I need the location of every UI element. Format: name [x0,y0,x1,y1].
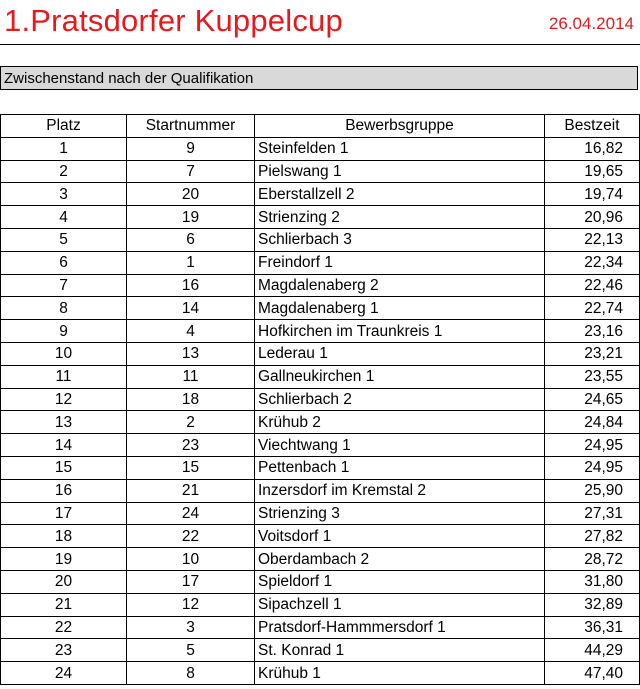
platz-cell: 5 [1,228,127,251]
bestzeit-cell: 19,74 [545,183,640,206]
bestzeit-cell: 44,29 [545,639,640,662]
table-row [1,525,640,548]
table-row [1,479,640,502]
bestzeit-cell: 23,16 [545,320,640,343]
platz-cell: 4 [1,206,127,229]
startnummer-cell: 15 [127,456,255,479]
table-row [1,228,640,251]
title-row [0,0,640,45]
bestzeit-cell: 36,31 [545,616,640,639]
table-header-row [1,115,640,138]
startnummer-cell: 23 [127,434,255,457]
table-row [1,388,640,411]
table-row [1,502,640,525]
platz-cell: 16 [1,479,127,502]
startnummer-cell: 16 [127,274,255,297]
bewerbsgruppe-cell: Magdalenaberg 2 [255,274,545,297]
platz-cell: 1 [1,137,127,160]
platz-cell: 17 [1,502,127,525]
table-row [1,639,640,662]
platz-cell: 12 [1,388,127,411]
platz-cell: 14 [1,434,127,457]
startnummer-cell: 10 [127,548,255,571]
page-title: 1.Pratsdorfer Kuppelcup [4,3,343,38]
bestzeit-cell: 27,31 [545,502,640,525]
event-date: 26.04.2014 [548,14,634,33]
bestzeit-cell: 19,65 [545,160,640,183]
bewerbsgruppe-cell: Lederau 1 [255,342,545,365]
platz-cell: 21 [1,593,127,616]
platz-cell: 23 [1,639,127,662]
platz-cell: 10 [1,342,127,365]
bestzeit-cell: 22,46 [545,274,640,297]
bestzeit-cell: 16,82 [545,137,640,160]
bestzeit-cell: 20,96 [545,206,640,229]
startnummer-cell: 12 [127,593,255,616]
platz-cell: 9 [1,320,127,343]
startnummer-cell: 24 [127,502,255,525]
bestzeit-cell: 24,95 [545,456,640,479]
bewerbsgruppe-cell: Hofkirchen im Traunkreis 1 [255,320,545,343]
table-row [1,274,640,297]
platz-cell: 22 [1,616,127,639]
table-row [1,411,640,434]
table-row [1,456,640,479]
bewerbsgruppe-cell: Magdalenaberg 1 [255,297,545,320]
bestzeit-cell: 31,80 [545,570,640,593]
bestzeit-cell: 22,13 [545,228,640,251]
bestzeit-cell: 23,21 [545,342,640,365]
table-row [1,320,640,343]
startnummer-cell: 19 [127,206,255,229]
startnummer-cell: 17 [127,570,255,593]
table-row [1,297,640,320]
startnummer-cell: 21 [127,479,255,502]
startnummer-cell: 9 [127,137,255,160]
header-startnummer: Startnummer [127,115,255,138]
startnummer-cell: 6 [127,228,255,251]
bewerbsgruppe-cell: Viechtwang 1 [255,434,545,457]
startnummer-cell: 1 [127,251,255,274]
bestzeit-cell: 23,55 [545,365,640,388]
bewerbsgruppe-cell: Voitsdorf 1 [255,525,545,548]
bewerbsgruppe-cell: Eberstallzell 2 [255,183,545,206]
table-row [1,137,640,160]
bewerbsgruppe-cell: Oberdambach 2 [255,548,545,571]
table-row [1,662,640,685]
results-table [0,114,640,685]
platz-cell: 7 [1,274,127,297]
bestzeit-cell: 25,90 [545,479,640,502]
bewerbsgruppe-cell: Schlierbach 2 [255,388,545,411]
table-row [1,206,640,229]
bewerbsgruppe-cell: Steinfelden 1 [255,137,545,160]
startnummer-cell: 11 [127,365,255,388]
startnummer-cell: 22 [127,525,255,548]
table-row [1,434,640,457]
bewerbsgruppe-cell: Strienzing 3 [255,502,545,525]
platz-cell: 18 [1,525,127,548]
header-bewerbsgruppe: Bewerbsgruppe [255,115,545,138]
bewerbsgruppe-cell: Inzersdorf im Kremstal 2 [255,479,545,502]
bestzeit-cell: 28,72 [545,548,640,571]
platz-cell: 15 [1,456,127,479]
bestzeit-cell: 22,34 [545,251,640,274]
table-row [1,365,640,388]
bewerbsgruppe-cell: Gallneukirchen 1 [255,365,545,388]
startnummer-cell: 18 [127,388,255,411]
startnummer-cell: 3 [127,616,255,639]
bestzeit-cell: 24,65 [545,388,640,411]
bestzeit-cell: 47,40 [545,662,640,685]
bestzeit-cell: 24,95 [545,434,640,457]
startnummer-cell: 20 [127,183,255,206]
results-body [1,137,640,684]
bestzeit-cell: 22,74 [545,297,640,320]
table-row [1,616,640,639]
bewerbsgruppe-cell: St. Konrad 1 [255,639,545,662]
bestzeit-cell: 27,82 [545,525,640,548]
table-row [1,570,640,593]
platz-cell: 2 [1,160,127,183]
bewerbsgruppe-cell: Pielswang 1 [255,160,545,183]
platz-cell: 8 [1,297,127,320]
startnummer-cell: 13 [127,342,255,365]
startnummer-cell: 8 [127,662,255,685]
bestzeit-cell: 32,89 [545,593,640,616]
bewerbsgruppe-cell: Freindorf 1 [255,251,545,274]
table-row [1,251,640,274]
bewerbsgruppe-cell: Strienzing 2 [255,206,545,229]
platz-cell: 19 [1,548,127,571]
startnummer-cell: 4 [127,320,255,343]
bewerbsgruppe-cell: Sipachzell 1 [255,593,545,616]
startnummer-cell: 14 [127,297,255,320]
table-row [1,548,640,571]
bewerbsgruppe-cell: Pettenbach 1 [255,456,545,479]
bestzeit-cell: 24,84 [545,411,640,434]
platz-cell: 13 [1,411,127,434]
bewerbsgruppe-cell: Schlierbach 3 [255,228,545,251]
bewerbsgruppe-cell: Krühub 2 [255,411,545,434]
bewerbsgruppe-cell: Krühub 1 [255,662,545,685]
table-row [1,183,640,206]
header-bestzeit: Bestzeit [545,115,640,138]
platz-cell: 24 [1,662,127,685]
header-platz: Platz [1,115,127,138]
startnummer-cell: 2 [127,411,255,434]
table-row [1,342,640,365]
bewerbsgruppe-cell: Pratsdorf-Hammmersdorf 1 [255,616,545,639]
table-row [1,160,640,183]
bewerbsgruppe-cell: Spieldorf 1 [255,570,545,593]
startnummer-cell: 5 [127,639,255,662]
table-row [1,593,640,616]
startnummer-cell: 7 [127,160,255,183]
platz-cell: 20 [1,570,127,593]
platz-cell: 11 [1,365,127,388]
section-subtitle: Zwischenstand nach der Qualifikation [0,66,638,90]
platz-cell: 6 [1,251,127,274]
platz-cell: 3 [1,183,127,206]
